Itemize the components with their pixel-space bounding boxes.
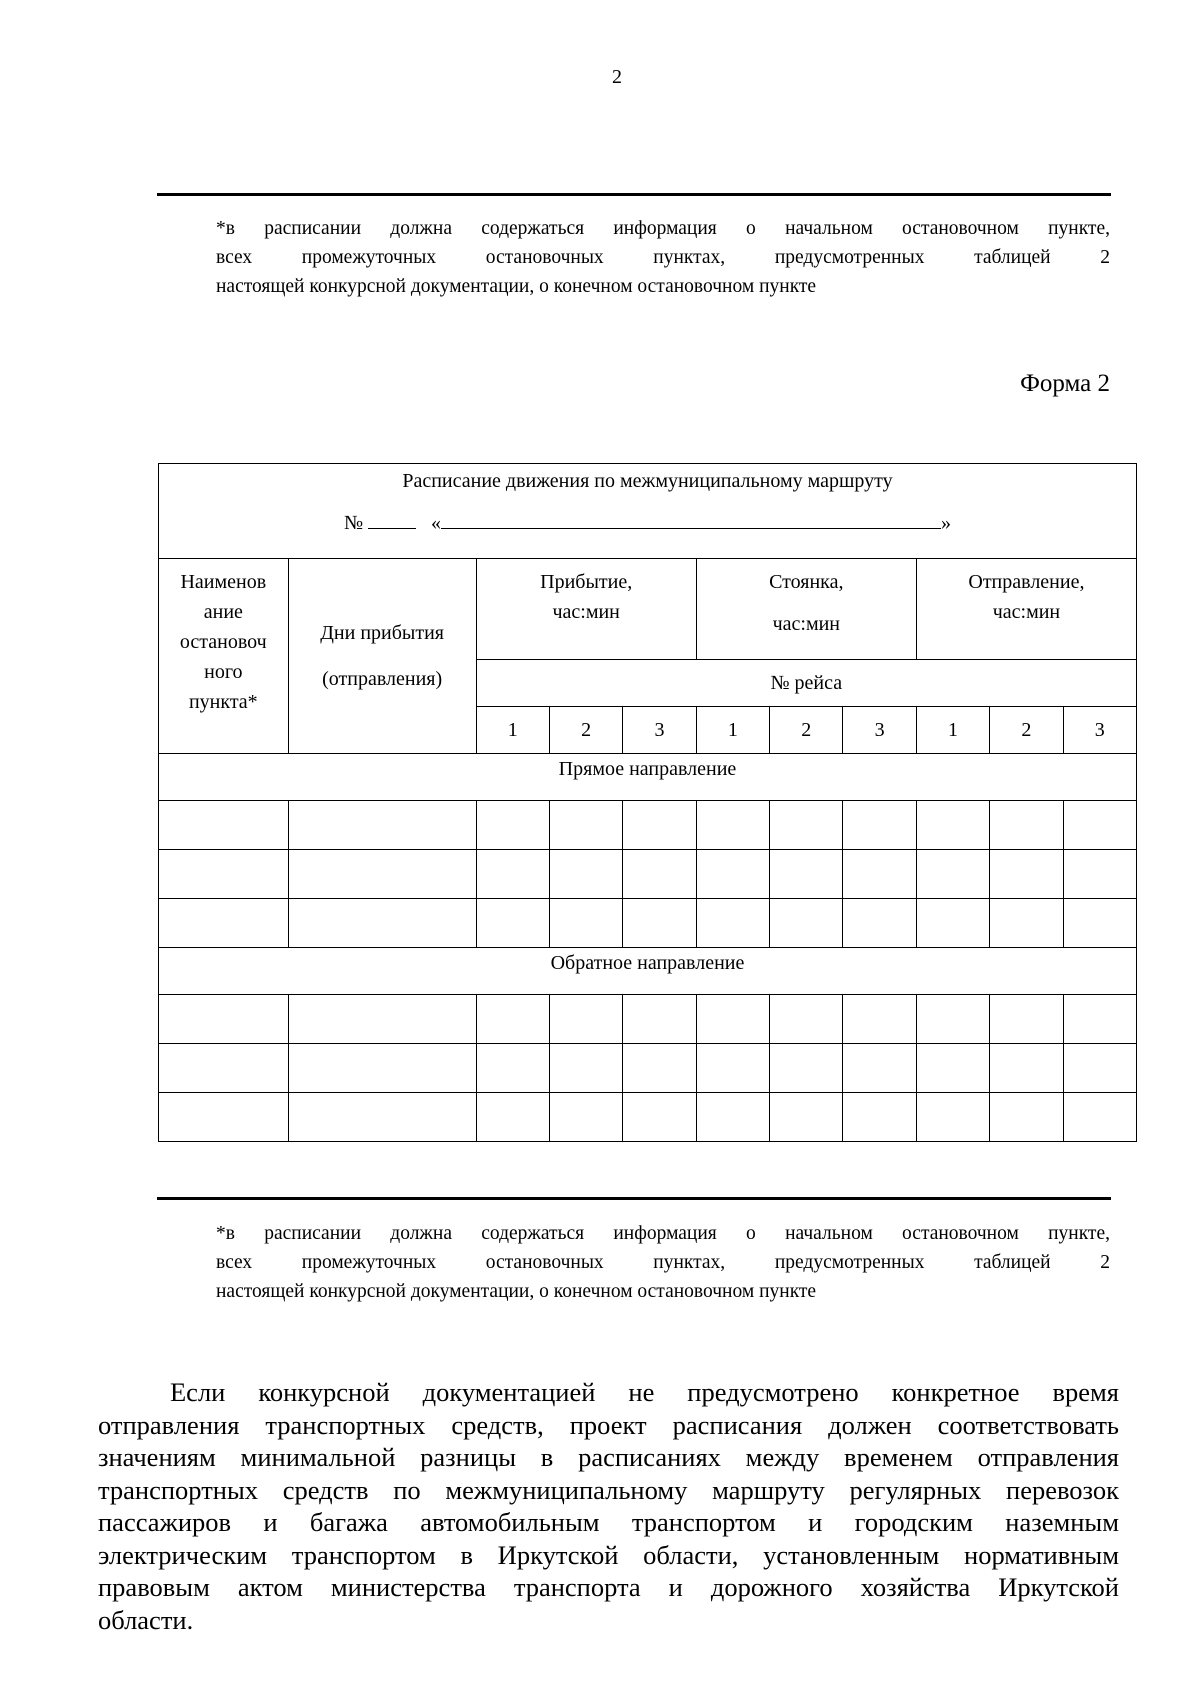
table-row [159, 995, 1137, 1044]
footnote-line: настоящей конкурсной документации, о конечном остановочном пункте [216, 1281, 817, 1302]
table-row [159, 899, 1137, 948]
main-paragraph [98, 1376, 1119, 1636]
form-label: Форма 2 [1020, 370, 1110, 397]
quote-close: » [941, 512, 952, 534]
paragraph-line: области. [98, 1604, 194, 1635]
paragraph-line: отправления транспортных средств, проект расписания должен соответствовать [98, 1409, 1119, 1440]
route-number-blank [368, 508, 416, 529]
header-text: (отправления) [322, 668, 443, 690]
trip-number-cell: 2 [990, 707, 1063, 754]
table-row [159, 801, 1137, 850]
header-text: Наименов [180, 571, 267, 593]
header-stay [696, 559, 916, 660]
page-number: 2 [612, 66, 622, 88]
route-number-line [159, 508, 1136, 538]
footnote-bottom [216, 1219, 1110, 1306]
header-text: час:мин [772, 613, 841, 635]
paragraph-line: значениям минимальной разницы в расписаниях между временем отправления [98, 1442, 1119, 1472]
footnote-top [216, 214, 1110, 301]
header-arrival [476, 559, 696, 660]
header-days [288, 559, 476, 754]
trip-number-cell: 1 [696, 707, 769, 754]
header-stop-name [159, 559, 289, 754]
header-text: Отправление, [968, 571, 1085, 593]
paragraph-line: транспортных средств по межмуниципальному маршруту регулярных перевозок [98, 1474, 1119, 1505]
direction-backward: Обратное направление [159, 948, 1137, 995]
footnote-line: *в расписании должна содержаться информация о начальном остановочном пункте, [216, 1223, 1110, 1244]
header-text: ного [204, 661, 243, 683]
footnote-line: всех промежуточных остановочных пунктах, предусмотренных таблицей 2 [216, 247, 1110, 268]
header-text: час:мин [992, 601, 1061, 623]
trip-number-cell: 3 [843, 707, 916, 754]
table-row [159, 1044, 1137, 1093]
footnote-line: всех промежуточных остановочных пунктах, предусмотренных таблицей 2 [216, 1252, 1110, 1273]
table-row [159, 850, 1137, 899]
quote-open: « [431, 512, 442, 534]
paragraph-line: Если конкурсной документацией не предусмотрено конкретное время [170, 1377, 1119, 1407]
trip-number-cell: 3 [623, 707, 696, 754]
trip-number-cell: 3 [1063, 707, 1136, 754]
direction-forward: Прямое направление [159, 754, 1137, 801]
trip-number-cell: 2 [770, 707, 843, 754]
paragraph-line: правовым актом министерства транспорта и дорожного хозяйства Иркутской [98, 1572, 1119, 1602]
table-row [159, 1093, 1137, 1142]
header-text: пункта* [188, 691, 258, 713]
trip-number-cell: 2 [549, 707, 622, 754]
header-trip-number: № рейса [476, 660, 1136, 707]
header-text: Прибытие, [540, 571, 633, 593]
header-text: Дни прибытия [320, 622, 444, 644]
footnote-separator-top [157, 193, 1111, 196]
trip-number-cell: 1 [916, 707, 989, 754]
paragraph-line: пассажиров и багажа автомобильным транспортом и городским наземным [98, 1507, 1119, 1537]
header-text: остановоч [179, 631, 267, 653]
schedule-table [158, 463, 1137, 1142]
footnote-separator-bottom [157, 1197, 1111, 1200]
paragraph-line: электрическим транспортом в Иркутской области, установленным нормативным [98, 1539, 1119, 1570]
footnote-line: настоящей конкурсной документации, о конечном остановочном пункте [216, 276, 817, 297]
header-text: час:мин [552, 601, 620, 623]
table-title: Расписание движения по межмуниципальному маршруту [402, 470, 893, 492]
table-title-cell [159, 464, 1137, 559]
header-text: Стоянка, [769, 571, 844, 593]
header-departure [916, 559, 1136, 660]
route-name-blank [441, 508, 941, 529]
trip-number-cell: 1 [476, 707, 549, 754]
header-text: ание [203, 601, 243, 623]
footnote-line: *в расписании должна содержаться информация о начальном остановочном пункте, [216, 218, 1110, 239]
number-sign: № [343, 512, 364, 534]
